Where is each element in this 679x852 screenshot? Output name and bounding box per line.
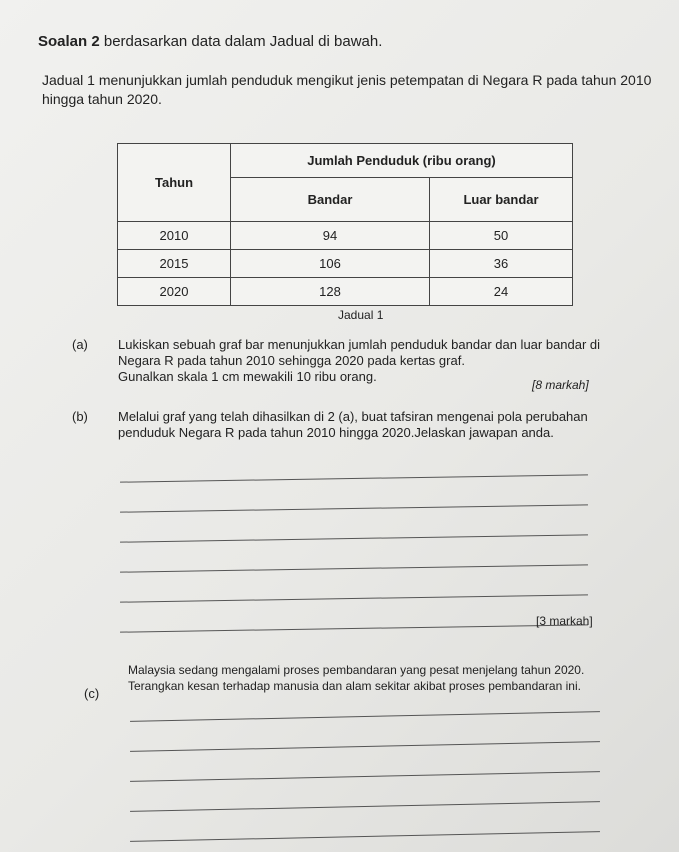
- question-b-marks: [3 markah]: [536, 614, 593, 628]
- answer-line: [130, 801, 600, 812]
- cell-urban: 128: [231, 278, 430, 306]
- cell-urban: 106: [231, 250, 430, 278]
- cell-rural: 36: [430, 250, 573, 278]
- question-c-line-1: Malaysia sedang mengalami proses pembandaran yang pesat menjelang tahun 2020.: [128, 663, 585, 677]
- table-row: [118, 250, 573, 278]
- question-b-line-1: Melalui graf yang telah dihasilkan di 2 (a), buat tafsiran mengenai pola perubahan: [118, 409, 588, 424]
- answer-line: [120, 564, 588, 572]
- question-a-line-2: Negara R pada tahun 2010 sehingga 2020 pada kertas graf.: [118, 353, 465, 368]
- question-a-line-3: Gunalkan skala 1 cm mewakili 10 ribu orang.: [118, 369, 377, 384]
- cell-urban: 94: [231, 222, 430, 250]
- answer-line: [120, 504, 588, 512]
- question-c-line-2: Terangkan kesan terhadap manusia dan alam sekitar akibat proses pembandaran ini.: [128, 679, 581, 693]
- answer-line: [130, 711, 600, 722]
- question-number: Soalan 2: [38, 33, 100, 50]
- answer-line: [120, 474, 588, 482]
- answer-line: [130, 771, 600, 782]
- header-rural: Luar bandar: [430, 178, 573, 222]
- header-year: Tahun: [118, 144, 231, 222]
- cell-year: 2020: [118, 278, 231, 306]
- question-heading: [38, 33, 382, 50]
- intro-paragraph: Jadual 1 menunjukkan jumlah penduduk mengikut jenis petempatan di Negara R pada tahun 2010 hingga tahun 2020.: [42, 72, 652, 107]
- answer-line: [130, 831, 600, 842]
- header-population: Jumlah Penduduk (ribu orang): [231, 144, 573, 178]
- question-heading-text: berdasarkan data dalam Jadual di bawah.: [99, 33, 383, 50]
- question-b-line-2: penduduk Negara R pada tahun 2010 hingga 2020.Jelaskan jawapan anda.: [118, 425, 554, 440]
- table-row: [118, 222, 573, 250]
- table-row: [118, 278, 573, 306]
- question-c-label: (c): [84, 686, 100, 701]
- answer-line: [120, 534, 588, 542]
- question-a-line-1: Lukiskan sebuah graf bar menunjukkan jumlah penduduk bandar dan luar bandar di: [118, 337, 601, 352]
- cell-rural: 24: [430, 278, 573, 306]
- table-caption: Jadual 1: [338, 308, 384, 322]
- cell-year: 2015: [118, 250, 231, 278]
- question-b-label: (b): [72, 409, 88, 424]
- cell-rural: 50: [430, 222, 573, 250]
- cell-year: 2010: [118, 222, 231, 250]
- answer-line: [120, 624, 588, 632]
- question-a-marks: [8 markah]: [532, 378, 589, 392]
- answer-line: [120, 594, 588, 602]
- question-a-label: (a): [72, 337, 88, 352]
- population-table: [117, 143, 573, 306]
- header-urban: Bandar: [231, 178, 430, 222]
- answer-line: [130, 741, 600, 752]
